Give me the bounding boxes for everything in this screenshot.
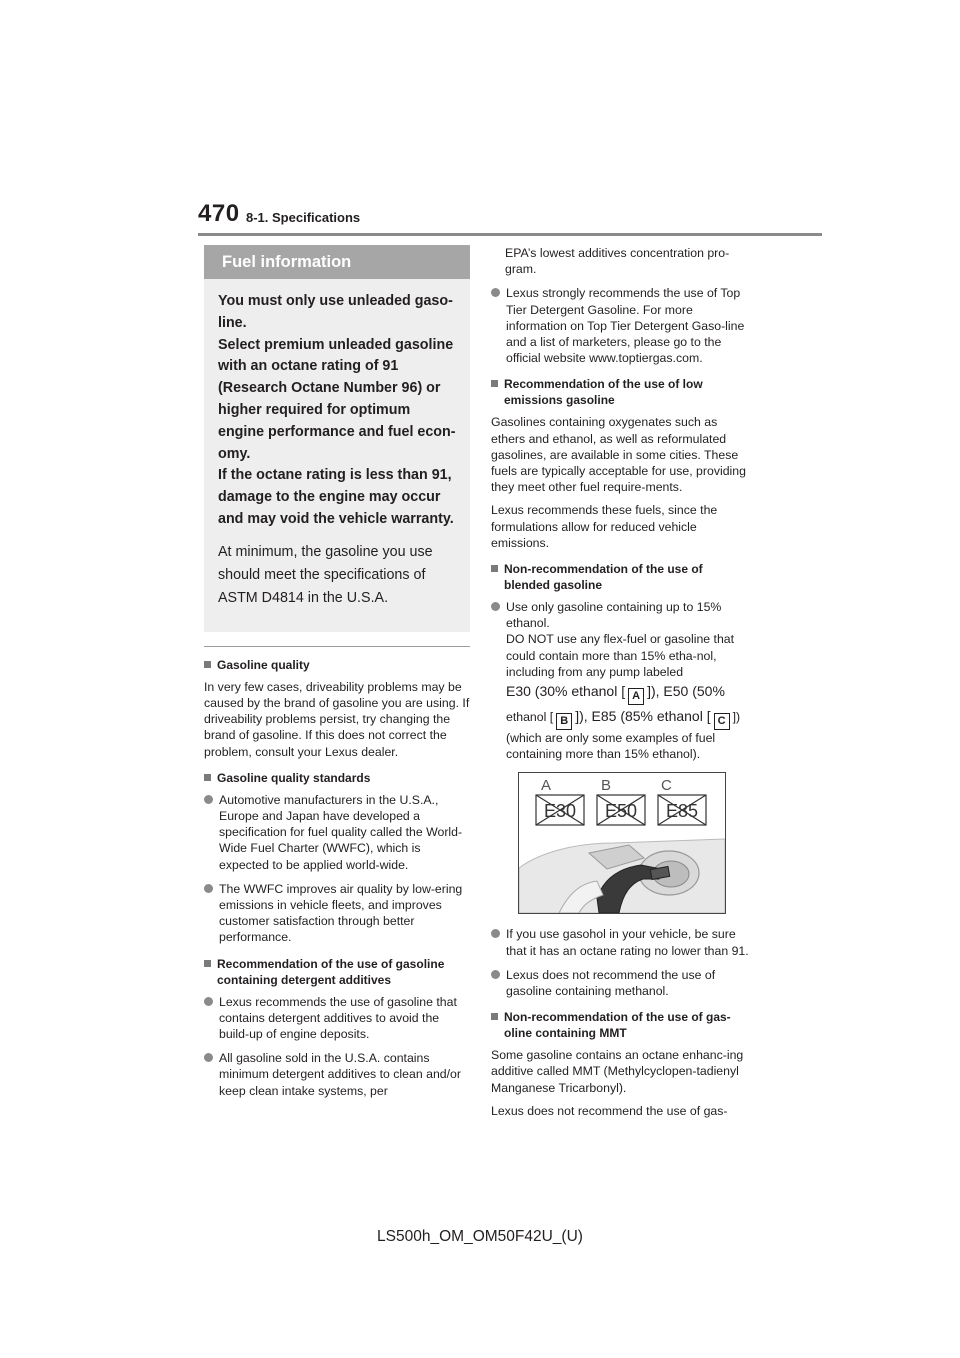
fuel-box-normal-line: should meet the specifications of bbox=[218, 566, 426, 583]
fuel-box-body bbox=[204, 279, 470, 610]
bullet-item bbox=[491, 926, 751, 958]
heading-mmt bbox=[491, 1009, 751, 1041]
header-rule bbox=[198, 233, 822, 236]
paragraph: Lexus recommends these fuels, since the formulations allow for reduced vehicle emissions. bbox=[491, 503, 718, 550]
square-bullet-icon bbox=[204, 661, 211, 668]
fuel-box-strong-line: with an octane rating of 91 bbox=[218, 358, 399, 375]
heading-text: Recommendation of the use of gasoline containing detergent additives bbox=[217, 956, 445, 987]
paragraph: In very few cases, driveability problems may be caused by the brand of gasoline you are using. If driveability problems persist, try changing the brand of gasoline. If this does not correct the problem, consult your Lexus dealer. bbox=[204, 679, 470, 759]
crossed-label-e30 bbox=[536, 795, 584, 825]
bullet-text: Lexus strongly recommends the use of Top Tier Detergent Gasoline. For more information on Top Tier Detergent Gaso-line and a list of marketers, please go to the official website www.toptiergas.com. bbox=[506, 286, 745, 366]
bullet-text: If you use gasohol in your vehicle, be sure that it has an octane rating no lower than 91. bbox=[506, 927, 749, 958]
heading-low-emissions bbox=[491, 376, 751, 408]
figure-label-e30: E30 bbox=[543, 801, 577, 822]
round-bullet-icon bbox=[491, 929, 500, 938]
badge-a: A bbox=[628, 688, 644, 705]
heading-text: Gasoline quality standards bbox=[217, 770, 371, 785]
bullet-text bbox=[506, 599, 751, 762]
fuel-box-title: Fuel information bbox=[204, 245, 470, 279]
round-bullet-icon bbox=[491, 970, 500, 979]
fuel-box-strong-line: Select premium unleaded gasoline bbox=[218, 336, 454, 353]
square-bullet-icon bbox=[204, 774, 211, 781]
bullet-item bbox=[491, 285, 751, 366]
bullet-item bbox=[204, 881, 470, 946]
bullet-item bbox=[491, 967, 751, 999]
fuel-nozzle-illustration bbox=[519, 773, 725, 913]
heading-text: Gasoline quality bbox=[217, 657, 310, 672]
fuel-information-box bbox=[204, 245, 470, 632]
fuel-box-strong-line: If the octane rating is less than 91, bbox=[218, 467, 452, 484]
heading-text: Non-recommendation of the use of blended gasoline bbox=[504, 562, 703, 593]
figure-letter-c: C bbox=[661, 777, 672, 795]
square-bullet-icon bbox=[204, 960, 211, 967]
page-header bbox=[198, 200, 822, 236]
right-column bbox=[491, 245, 751, 1126]
heading-blended-gasoline bbox=[491, 561, 751, 593]
page-footer-code: LS500h_OM_OM50F42U_(U) bbox=[377, 1228, 583, 1245]
bullet-item bbox=[204, 1050, 470, 1099]
fuel-box-normal-text bbox=[218, 541, 456, 610]
heading-detergent-additives bbox=[204, 956, 470, 988]
round-bullet-icon bbox=[491, 288, 500, 297]
paragraph: Lexus does not recommend the use of gas- bbox=[491, 1103, 728, 1118]
square-bullet-icon bbox=[491, 565, 498, 572]
e50-text: ethanol [ bbox=[506, 710, 554, 725]
heading-text: Non-recommendation of the use of gas-oline containing MMT bbox=[504, 1010, 731, 1041]
heading-text: Recommendation of the use of low emissions gasoline bbox=[504, 377, 703, 408]
fuel-box-strong-line: line. bbox=[218, 314, 247, 331]
bullet-line: (which are only some examples of fuel containing more than 15% ethanol). bbox=[506, 731, 716, 762]
figure-letter-a: A bbox=[541, 777, 552, 795]
heading-quality-standards bbox=[204, 770, 470, 786]
e30-text-end: ]), E50 (50% bbox=[647, 683, 725, 700]
crossed-label-e85 bbox=[658, 795, 706, 825]
continued-text: EPA’s lowest additives concentration pro-gram. bbox=[505, 246, 730, 277]
fuel-box-strong-line: damage to the engine may occur bbox=[218, 489, 441, 506]
bullet-item bbox=[204, 994, 470, 1043]
square-bullet-icon bbox=[491, 1013, 498, 1020]
heading-gasoline-quality bbox=[204, 657, 470, 673]
bullet-line: DO NOT use any flex-fuel or gasoline that could contain more than 15% etha-nol, including from any pump labeled bbox=[506, 632, 735, 679]
fuel-box-strong-line: and may void the vehicle warranty. bbox=[218, 510, 454, 527]
round-bullet-icon bbox=[204, 997, 213, 1006]
square-bullet-icon bbox=[491, 380, 498, 387]
section-title: 8-1. Specifications bbox=[246, 210, 361, 225]
fuel-box-strong-line: You must only use unleaded gaso- bbox=[218, 293, 453, 309]
badge-b: B bbox=[556, 713, 572, 730]
bullet-item bbox=[491, 599, 751, 762]
badge-c: C bbox=[714, 713, 730, 730]
fuel-box-normal-line: At minimum, the gasoline you use bbox=[218, 543, 433, 560]
fuel-box-strong-line: engine performance and fuel econ- bbox=[218, 423, 456, 440]
left-column bbox=[204, 245, 470, 1107]
page-number: 470 bbox=[198, 200, 240, 227]
paragraph: Some gasoline contains an octane enhanc-ing additive called MMT (Methylcyclopen-tadienyl Manganese Tricarbonyl). bbox=[491, 1048, 744, 1095]
round-bullet-icon bbox=[204, 795, 213, 804]
bullet-text: Lexus recommends the use of gasoline that contains detergent additives to avoid the build-up of engine deposits. bbox=[219, 994, 457, 1042]
bullet-text: All gasoline sold in the U.S.A. contains minimum detergent additives to clean and/or keep clean intake systems, per bbox=[219, 1051, 461, 1098]
crossed-label-e50 bbox=[597, 795, 645, 825]
round-bullet-icon bbox=[204, 1053, 213, 1062]
fuel-box-strong-line: (Research Octane Number 96) or bbox=[218, 380, 441, 397]
e85-text-end: ]) bbox=[732, 710, 741, 725]
paragraph: Gasolines containing oxygenates such as ethers and ethanol, as well as reformulated gasolines, are available in some cities. These fuels are typically acceptable for use, providing they meet other fuel require-ments. bbox=[491, 415, 746, 495]
round-bullet-icon bbox=[491, 602, 500, 611]
e30-text: E30 (30% ethanol [ bbox=[506, 683, 626, 700]
bullet-text: Lexus does not recommend the use of gasoline containing methanol. bbox=[506, 967, 716, 999]
fuel-box-strong-line: omy. bbox=[218, 445, 251, 462]
bullet-item bbox=[204, 792, 470, 873]
figure-label-e85: E85 bbox=[665, 801, 699, 822]
fuel-box-normal-line: ASTM D4814 in the U.S.A. bbox=[218, 589, 389, 606]
bullet-line bbox=[506, 680, 751, 705]
figure-label-e50: E50 bbox=[604, 801, 638, 822]
bullet-line bbox=[506, 705, 751, 730]
bullet-text: Automotive manufacturers in the U.S.A., Europe and Japan have developed a specification for fuel quality called the World-Wide Fuel Charter (WWFC), which is expected to be applied world-wide. bbox=[219, 792, 463, 872]
round-bullet-icon bbox=[204, 884, 213, 893]
e85-text: ]), E85 (85% ethanol [ bbox=[575, 708, 711, 725]
fuel-box-strong-line: higher required for optimum bbox=[218, 401, 411, 418]
bullet-text: The WWFC improves air quality by low-ering emissions in vehicle fleets, and improves customer satisfaction through better performance. bbox=[219, 881, 463, 945]
figure-letter-b: B bbox=[601, 777, 612, 795]
bullet-line: Use only gasoline containing up to 15% ethanol. bbox=[506, 600, 722, 631]
section-divider bbox=[204, 646, 470, 647]
fuel-label-illustration bbox=[518, 772, 726, 914]
